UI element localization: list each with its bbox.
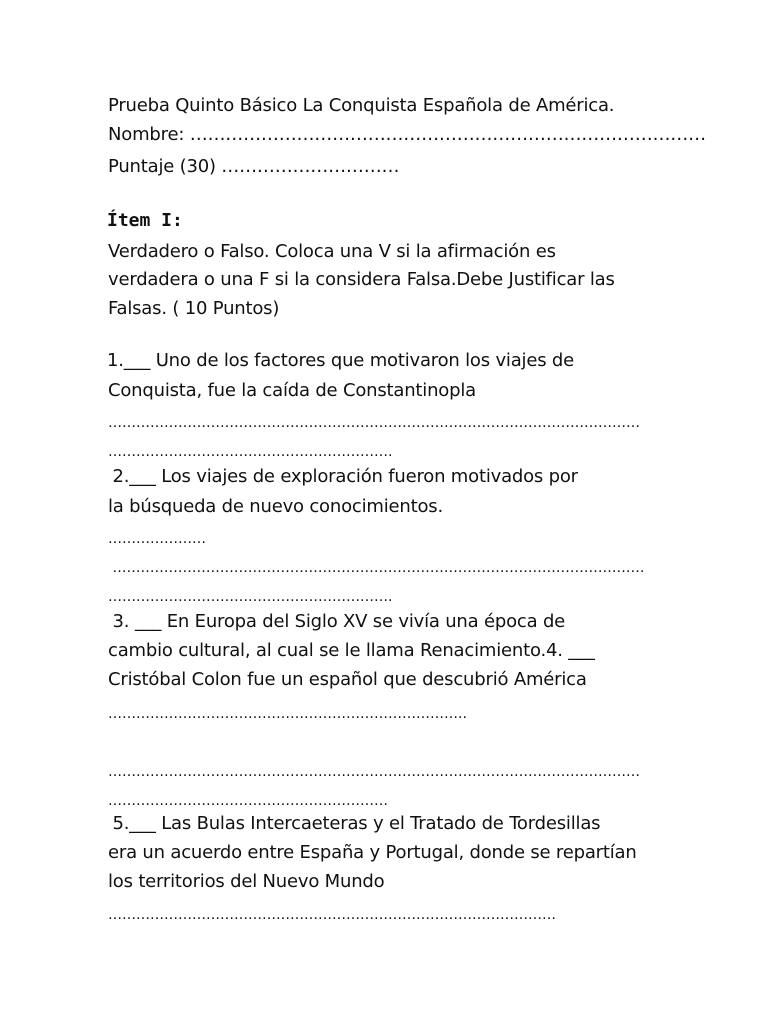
answer-line: …………………………………………………… — [108, 793, 388, 809]
question-3-line: 3. ___ En Europa del Siglo XV se vivía una época de — [107, 611, 566, 632]
item-heading: Ítem I: — [107, 210, 183, 231]
answer-line: ………………… — [108, 531, 206, 547]
name-field-line: Nombre: …………………………………………………………………………… — [108, 124, 706, 145]
score-field-line: Puntaje (30) ………………………… — [108, 156, 400, 177]
question-5-line: los territorios del Nuevo Mundo — [108, 871, 385, 892]
answer-line: ………………………………………………………………….. — [108, 706, 467, 722]
question-1-line: Conquista, fue la caída de Constantinopla — [108, 380, 476, 401]
question-2-line: 2.___ Los viajes de exploración fueron motivados por — [107, 466, 578, 487]
answer-line: ……………………………………………………. — [108, 589, 393, 605]
instructions-line: verdadera o una F si la considera Falsa.Debe Justificar las — [108, 269, 615, 290]
answer-line: …………………………………………………………………………………… — [108, 907, 556, 923]
question-1-line: 1.___ Uno de los factores que motivaron los viajes de — [107, 350, 574, 371]
question-5-line: 5.___ Las Bulas Intercaeteras y el Tratado de Tordesillas — [107, 813, 601, 834]
answer-line: …………………………………………………………………………………………………… — [108, 415, 640, 431]
instructions-line: Falsas. ( 10 Puntos) — [108, 298, 280, 319]
answer-line: …………………………………………………………………………………………………… — [108, 764, 640, 780]
answer-line: ……………………………………………………. — [108, 444, 393, 460]
test-title: Prueba Quinto Básico La Conquista Española de América. — [108, 95, 615, 116]
instructions-line: Verdadero o Falso. Coloca una V si la afirmación es — [108, 241, 556, 262]
answer-line: …………………………………………………………………………………………………… — [108, 560, 645, 576]
question-5-line: era un acuerdo entre España y Portugal, donde se repartían — [108, 842, 637, 863]
question-3-4-line: cambio cultural, al cual se le llama Renacimiento.4. ___ — [108, 640, 595, 661]
question-2-line: la búsqueda de nuevo conocimientos. — [108, 496, 443, 517]
question-4-line: Cristóbal Colon fue un español que descubrió América — [108, 669, 587, 690]
